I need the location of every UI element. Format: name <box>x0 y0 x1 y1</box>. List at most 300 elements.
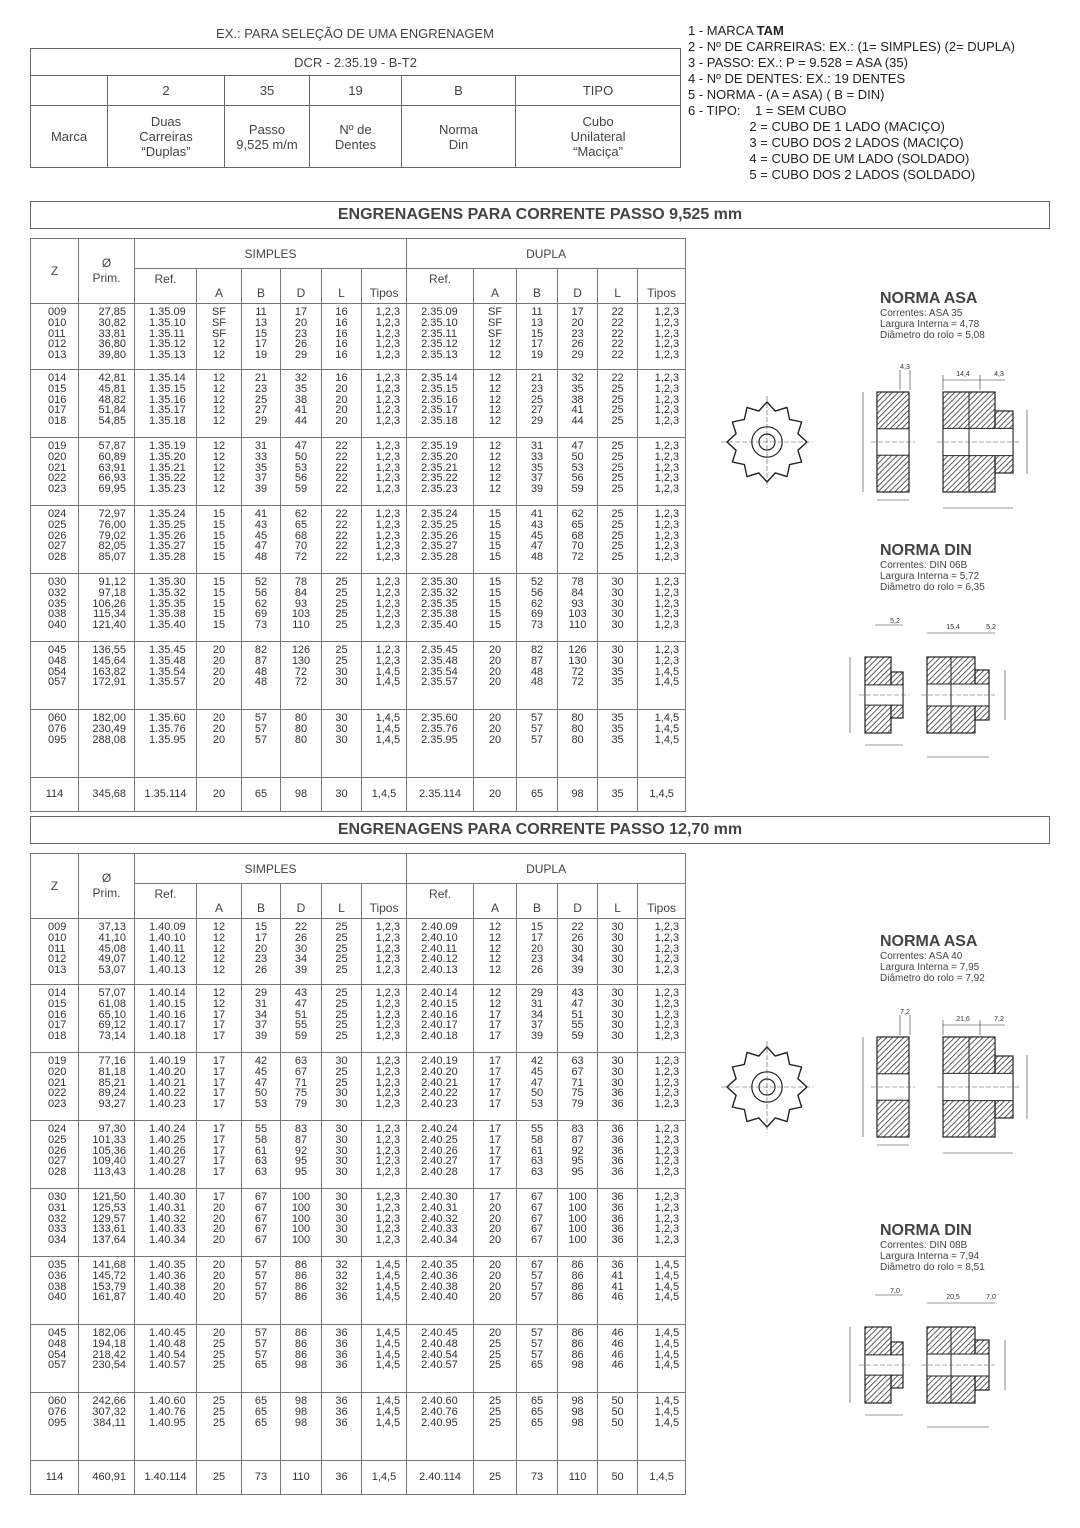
cell-b2: 73 <box>517 1461 558 1495</box>
cell-t1: 1,2,3 1,2,3 1,2,3 1,2,3 1,2,3 <box>362 985 407 1053</box>
cell-b1: 73 <box>242 1461 281 1495</box>
table-row <box>31 1053 686 1121</box>
cell-ref2: 2.40.14 2.40.15 2.40.16 2.40.17 2.40.18 <box>407 985 474 1053</box>
cell-d2: 110 <box>558 1461 598 1495</box>
legend-line-3 <box>688 55 1073 71</box>
cell-z: 009 010 011 012 013 <box>31 919 79 985</box>
example-label-4: Norma Din <box>402 106 516 168</box>
cell-ref2: 2.35.19 2.35.20 2.35.21 2.35.22 2.35.23 <box>407 438 474 506</box>
cell-d2: 83 87 92 95 95 <box>558 1121 598 1189</box>
cell-l1: 30 25 25 30 30 <box>322 1053 362 1121</box>
cell-z: 019 020 021 022 023 <box>31 438 79 506</box>
cell-l1: 30 <box>322 778 362 812</box>
table-row <box>31 919 686 985</box>
col-l-header: L <box>322 884 362 919</box>
cell-ref1: 1.35.19 1.35.20 1.35.21 1.35.22 1.35.23 <box>135 438 197 506</box>
section2-din-info-2: Largura Interna = 7,94 <box>880 1251 980 1262</box>
example-value-0 <box>31 76 108 106</box>
col-z-header: Z <box>31 239 79 304</box>
legend-brand: TAM <box>756 23 784 38</box>
cell-ref1: 1.35.24 1.35.25 1.35.26 1.35.27 1.35.28 <box>135 506 197 574</box>
cell-l1: 32 32 32 36 <box>322 1257 362 1325</box>
section2-din-info-1: Correntes: DIN 08B <box>880 1240 968 1251</box>
dimension-label: 5,2 <box>986 624 996 631</box>
cell-d2: 126 130 72 72 <box>558 642 598 710</box>
cell-a1: 20 25 25 25 <box>197 1325 242 1393</box>
section2-asa-info-2: Largura Interna = 7,95 <box>880 962 980 973</box>
legend-line-4 <box>688 71 1073 87</box>
legend <box>688 23 1073 183</box>
cell-ref1: 1.40.35 1.40.36 1.40.38 1.40.40 <box>135 1257 197 1325</box>
din-sprocket-drawing-1 <box>835 615 1050 770</box>
cell-t1: 1,4,5 1,4,5 1,4,5 <box>362 710 407 778</box>
legend-text: 6 - TIPO: 1 = SEM CUBO <box>688 103 847 118</box>
dupla-header: DUPLA <box>407 854 686 884</box>
simples-header: SIMPLES <box>135 239 407 269</box>
cell-z: 014 015 016 017 018 <box>31 985 79 1053</box>
example-value-3: 19 <box>310 76 402 106</box>
cell-t1: 1,2,3 1,2,3 1,2,3 1,2,3 1,2,3 <box>362 304 407 370</box>
cell-b1: 11 13 15 17 19 <box>242 304 281 370</box>
dimension-label: 4,3 <box>900 364 910 371</box>
legend-text: 3 - PASSO: EX.: P = 9.528 = ASA (35) <box>688 55 908 70</box>
sprocket-profile <box>871 392 915 492</box>
cell-p: 182,06 194,18 218,42 230,54 <box>79 1325 135 1393</box>
cell-a2: 20 20 20 20 <box>474 642 517 710</box>
cell-ref2: 2.40.30 2.40.31 2.40.32 2.40.33 2.40.34 <box>407 1189 474 1257</box>
cell-l2: 36 36 36 36 36 <box>598 1189 638 1257</box>
cell-l2: 30 30 35 35 <box>598 642 638 710</box>
section2-title: ENGRENAGENS PARA CORRENTE PASSO 12,70 mm <box>30 816 1050 844</box>
section1-asa-info-1: Correntes: ASA 35 <box>880 308 963 319</box>
cell-ref2: 2.35.30 2.35.32 2.35.35 2.35.38 2.35.40 <box>407 574 474 642</box>
cell-p: 77,16 81,18 85,21 89,24 93,27 <box>79 1053 135 1121</box>
cell-d1: 32 35 38 41 44 <box>281 370 322 438</box>
dimension-label: 7,2 <box>900 1009 910 1016</box>
cell-l1: 36 36 36 36 <box>322 1325 362 1393</box>
cell-d1: 78 84 93 103 110 <box>281 574 322 642</box>
col-b-header: B <box>242 269 281 304</box>
cell-d1: 22 26 30 34 39 <box>281 919 322 985</box>
cell-l1: 16 20 20 20 20 <box>322 370 362 438</box>
sprocket-profile <box>871 1037 915 1137</box>
cell-b2: 67 67 67 67 67 <box>517 1189 558 1257</box>
cell-b2: 11 13 15 17 19 <box>517 304 558 370</box>
cell-d2: 22 26 30 34 39 <box>558 919 598 985</box>
cell-l2: 25 25 25 25 25 <box>598 506 638 574</box>
cell-a1: 15 15 15 15 15 <box>197 574 242 642</box>
cell-ref2: 2.40.60 2.40.76 2.40.95 <box>407 1393 474 1461</box>
cell-b2: 82 87 48 48 <box>517 642 558 710</box>
cell-d2: 47 50 53 56 59 <box>558 438 598 506</box>
legend-text: 1 - MARCA <box>688 23 757 38</box>
cell-p: 121,50 125,53 129,57 133,61 137,64 <box>79 1189 135 1257</box>
cell-ref2: 2.40.24 2.40.25 2.40.26 2.40.27 2.40.28 <box>407 1121 474 1189</box>
cell-l1: 25 25 25 25 25 <box>322 919 362 985</box>
cell-t2: 1,2,3 1,2,3 1,2,3 1,2,3 1,2,3 <box>638 370 686 438</box>
cell-ref1: 1.35.09 1.35.10 1.35.11 1.35.12 1.35.13 <box>135 304 197 370</box>
cell-d2: 62 65 68 70 72 <box>558 506 598 574</box>
cell-t1: 1,2,3 1,2,3 1,2,3 1,2,3 1,2,3 <box>362 1121 407 1189</box>
legend-line-6 <box>688 103 1073 119</box>
cell-t2: 1,2,3 1,2,3 1,2,3 1,2,3 1,2,3 <box>638 304 686 370</box>
cell-a1: 25 25 25 <box>197 1393 242 1461</box>
col-ref-header: Ref. <box>407 884 474 919</box>
cell-t2: 1,2,3 1,2,3 1,2,3 1,2,3 1,2,3 <box>638 919 686 985</box>
cell-b1: 55 58 61 63 63 <box>242 1121 281 1189</box>
cell-p: 182,00 230,49 288,08 <box>79 710 135 778</box>
cell-a2: 15 15 15 15 15 <box>474 574 517 642</box>
section1-din-info-2: Largura Interna = 5,72 <box>880 571 980 582</box>
cell-b1: 21 23 25 27 29 <box>242 370 281 438</box>
cell-a2: 17 17 17 17 17 <box>474 1121 517 1189</box>
cell-l2: 22 25 25 25 25 <box>598 370 638 438</box>
col-b-header: B <box>517 884 558 919</box>
col-tipos-header: Tipos <box>362 269 407 304</box>
cell-d2: 100 100 100 100 100 <box>558 1189 598 1257</box>
cell-b1: 82 87 48 48 <box>242 642 281 710</box>
legend-text: 3 = CUBO DOS 2 LADOS (MACIÇO) <box>688 135 964 150</box>
cell-p: 460,91 <box>79 1461 135 1495</box>
dimension-label: 7,0 <box>986 1294 996 1301</box>
section1-asa-info-3: Diâmetro do rolo = 5,08 <box>880 330 985 341</box>
section1-din-title: NORMA DIN <box>880 542 972 559</box>
legend-line-1 <box>688 23 1073 39</box>
legend-line-7 <box>688 119 1073 135</box>
asa-sprocket-drawing-2 <box>715 1005 1050 1170</box>
cell-l1: 25 25 25 25 25 <box>322 574 362 642</box>
cell-z: 009 010 011 012 013 <box>31 304 79 370</box>
legend-text: 4 = CUBO DE UM LADO (SOLDADO) <box>688 151 970 166</box>
cell-ref2: 2.35.14 2.35.15 2.35.16 2.35.17 2.35.18 <box>407 370 474 438</box>
table-row <box>31 438 686 506</box>
cell-l2: 35 35 35 <box>598 710 638 778</box>
cell-t1: 1,4,5 1,4,5 1,4,5 <box>362 1393 407 1461</box>
section1-din-info-3: Diâmetro do rolo = 6,35 <box>880 582 985 593</box>
dimension-label: 5,2 <box>890 618 900 625</box>
table-row <box>31 1121 686 1189</box>
cell-ref1: 1.40.45 1.40.48 1.40.54 1.40.57 <box>135 1325 197 1393</box>
example-table <box>30 48 681 168</box>
cell-b1: 57 57 57 57 <box>242 1257 281 1325</box>
cell-ref1: 1.40.60 1.40.76 1.40.95 <box>135 1393 197 1461</box>
table-row <box>31 1189 686 1257</box>
cell-b2: 31 33 35 37 39 <box>517 438 558 506</box>
cell-a2: 15 15 15 15 15 <box>474 506 517 574</box>
cell-ref1: 1.35.30 1.35.32 1.35.35 1.35.38 1.35.40 <box>135 574 197 642</box>
cell-l2: 36 36 36 36 36 <box>598 1121 638 1189</box>
dimension-label: 4,3 <box>994 371 1004 378</box>
table-row <box>31 1257 686 1325</box>
legend-line-10 <box>688 167 1073 183</box>
cell-a1: 12 12 12 12 12 <box>197 919 242 985</box>
example-label-0: Marca <box>31 106 108 168</box>
table-row <box>31 1325 686 1393</box>
table-row <box>31 370 686 438</box>
sprocket-profile <box>859 657 909 733</box>
cell-t2: 1,4,5 <box>638 1461 686 1495</box>
table-row-last <box>31 778 686 812</box>
col-tipos-header: Tipos <box>638 884 686 919</box>
cell-p: 27,85 30,82 33,81 36,80 39,80 <box>79 304 135 370</box>
cell-b1: 41 43 45 47 48 <box>242 506 281 574</box>
cell-d2: 17 20 23 26 29 <box>558 304 598 370</box>
cell-b2: 67 57 57 57 <box>517 1257 558 1325</box>
section2-din-info-3: Diâmetro do rolo = 8,51 <box>880 1262 985 1273</box>
example-value-4: B <box>402 76 516 106</box>
cell-ref2: 2.40.19 2.40.20 2.40.21 2.40.22 2.40.23 <box>407 1053 474 1121</box>
dimension-label: 14,4 <box>956 371 970 378</box>
section1-asa-info-2: Largura Interna = 4,78 <box>880 319 980 330</box>
cell-d2: 80 80 80 <box>558 710 598 778</box>
cell-t1: 1,2,3 1,2,3 1,2,3 1,2,3 1,2,3 <box>362 919 407 985</box>
col-d-header: D <box>558 269 598 304</box>
cell-l1: 25 25 25 25 25 <box>322 985 362 1053</box>
cell-d1: 80 80 80 <box>281 710 322 778</box>
cell-a2: 12 12 12 12 12 <box>474 370 517 438</box>
cell-p: 136,55 145,64 163,82 172,91 <box>79 642 135 710</box>
cell-z: 035 036 038 040 <box>31 1257 79 1325</box>
cell-ref2: 2.35.60 2.35.76 2.35.95 <box>407 710 474 778</box>
cell-b1: 31 33 35 37 39 <box>242 438 281 506</box>
cell-p: 242,66 307,32 384,11 <box>79 1393 135 1461</box>
cell-p: 57,07 61,08 65,10 69,12 73,14 <box>79 985 135 1053</box>
cell-z: 114 <box>31 1461 79 1495</box>
cell-z: 045 048 054 057 <box>31 1325 79 1393</box>
cell-t1: 1,2,3 1,2,3 1,2,3 1,2,3 1,2,3 <box>362 506 407 574</box>
cell-p: 37,13 41,10 45,08 49,07 53,07 <box>79 919 135 985</box>
cell-ref1: 1.35.114 <box>135 778 197 812</box>
cell-ref2: 2.35.114 <box>407 778 474 812</box>
cell-t2: 1,2,3 1,2,3 1,2,3 1,2,3 1,2,3 <box>638 574 686 642</box>
cell-ref1: 1.35.45 1.35.48 1.35.54 1.35.57 <box>135 642 197 710</box>
cell-b2: 29 31 34 37 39 <box>517 985 558 1053</box>
cell-a2: 20 20 20 <box>474 710 517 778</box>
cell-l1: 16 16 16 16 16 <box>322 304 362 370</box>
cell-t2: 1,4,5 1,4,5 1,4,5 <box>638 710 686 778</box>
col-a-header: A <box>474 269 517 304</box>
cell-p: 91,12 97,18 106,26 115,34 121,40 <box>79 574 135 642</box>
section2-asa-info-1: Correntes: ASA 40 <box>880 951 963 962</box>
cell-l1: 30 30 30 <box>322 710 362 778</box>
cell-a1: 17 20 20 20 20 <box>197 1189 242 1257</box>
cell-p: 345,68 <box>79 778 135 812</box>
cell-t1: 1,2,3 1,2,3 1,2,3 1,2,3 1,2,3 <box>362 574 407 642</box>
cell-b1: 65 <box>242 778 281 812</box>
col-b-header: B <box>242 884 281 919</box>
cell-l2: 46 46 46 46 <box>598 1325 638 1393</box>
cell-d1: 43 47 51 55 59 <box>281 985 322 1053</box>
din-sprocket-drawing-2 <box>835 1285 1050 1460</box>
cell-z: 024 025 026 027 028 <box>31 506 79 574</box>
col-l-header: L <box>598 269 638 304</box>
col-tipos-header: Tipos <box>362 884 407 919</box>
col-z-header: Z <box>31 854 79 919</box>
cell-b2: 21 23 25 27 29 <box>517 370 558 438</box>
cell-ref1: 1.40.30 1.40.31 1.40.32 1.40.33 1.40.34 <box>135 1189 197 1257</box>
cell-d1: 126 130 72 72 <box>281 642 322 710</box>
section1-table <box>30 238 686 812</box>
cell-a1: SF SF SF 12 12 <box>197 304 242 370</box>
cell-a1: 17 17 17 17 17 <box>197 1053 242 1121</box>
legend-text: 2 = CUBO DE 1 LADO (MACIÇO) <box>688 119 945 134</box>
cell-b1: 15 17 20 23 26 <box>242 919 281 985</box>
cell-z: 030 032 035 038 040 <box>31 574 79 642</box>
cell-a2: 12 12 12 12 12 <box>474 438 517 506</box>
cell-t2: 1,2,3 1,2,3 1,2,3 1,2,3 1,2,3 <box>638 1189 686 1257</box>
cell-b1: 67 67 67 67 67 <box>242 1189 281 1257</box>
legend-line-2 <box>688 39 1073 55</box>
col-a-header: A <box>474 884 517 919</box>
legend-text: 2 - Nº DE CARREIRAS: EX.: (1= SIMPLES) (2= DUPLA) <box>688 39 1015 54</box>
cell-z: 060 076 095 <box>31 710 79 778</box>
cell-t1: 1,2,3 1,2,3 1,4,5 1,4,5 <box>362 642 407 710</box>
cell-l1: 30 30 30 30 30 <box>322 1189 362 1257</box>
cell-a1: 15 15 15 15 15 <box>197 506 242 574</box>
cell-d1: 100 100 100 100 100 <box>281 1189 322 1257</box>
cell-ref1: 1.40.114 <box>135 1461 197 1495</box>
legend-text: 5 = CUBO DOS 2 LADOS (SOLDADO) <box>688 167 976 182</box>
cell-b1: 42 45 47 50 53 <box>242 1053 281 1121</box>
cell-a2: 25 25 25 <box>474 1393 517 1461</box>
dimension-label: 21,6 <box>956 1016 970 1023</box>
cell-t1: 1,2,3 1,2,3 1,2,3 1,2,3 1,2,3 <box>362 370 407 438</box>
cell-t2: 1,2,3 1,2,3 1,2,3 1,2,3 1,2,3 <box>638 438 686 506</box>
cell-z: 060 076 095 <box>31 1393 79 1461</box>
cell-p: 141,68 145,72 153,79 161,87 <box>79 1257 135 1325</box>
cell-z: 024 025 026 027 028 <box>31 1121 79 1189</box>
cell-d2: 63 67 71 75 79 <box>558 1053 598 1121</box>
cell-d1: 63 67 71 75 79 <box>281 1053 322 1121</box>
cell-a1: 12 12 17 17 17 <box>197 985 242 1053</box>
col-ref-header: Ref. <box>407 269 474 304</box>
cell-a1: 12 12 12 12 12 <box>197 438 242 506</box>
cell-l2: 36 41 41 46 <box>598 1257 638 1325</box>
cell-l1: 25 25 30 30 <box>322 642 362 710</box>
cell-d1: 17 20 23 26 29 <box>281 304 322 370</box>
cell-b2: 57 57 57 65 <box>517 1325 558 1393</box>
cell-t1: 1,2,3 1,2,3 1,2,3 1,2,3 1,2,3 <box>362 1053 407 1121</box>
table-row <box>31 642 686 710</box>
cell-ref2: 2.40.45 2.40.48 2.40.54 2.40.57 <box>407 1325 474 1393</box>
cell-ref1: 1.35.60 1.35.76 1.35.95 <box>135 710 197 778</box>
section1-title: ENGRENAGENS PARA CORRENTE PASSO 9,525 mm <box>30 201 1050 229</box>
col-a-header: A <box>197 269 242 304</box>
col-diam-header: Ø Prim. <box>79 239 135 304</box>
section1-din-block <box>880 542 985 593</box>
cell-a1: 25 <box>197 1461 242 1495</box>
cell-b2: 65 <box>517 778 558 812</box>
table-row <box>31 574 686 642</box>
cell-a2: 20 25 25 25 <box>474 1325 517 1393</box>
cell-a2: 12 12 17 17 17 <box>474 985 517 1053</box>
asa-sprocket-drawing-1 <box>715 360 1050 525</box>
example-code: DCR - 2.35.19 - B-T2 <box>31 49 681 76</box>
simples-header: SIMPLES <box>135 854 407 884</box>
cell-z: 114 <box>31 778 79 812</box>
col-diam-header: Ø Prim. <box>79 854 135 919</box>
cell-t1: 1,4,5 <box>362 1461 407 1495</box>
cell-b2: 52 56 62 69 73 <box>517 574 558 642</box>
cell-d2: 98 <box>558 778 598 812</box>
sprocket-profile <box>921 1327 995 1403</box>
col-l-header: L <box>322 269 362 304</box>
cell-b2: 55 58 61 63 63 <box>517 1121 558 1189</box>
cell-l1: 36 <box>322 1461 362 1495</box>
section2-table <box>30 853 686 1495</box>
example-label-5: Cubo Unilateral “Maciça” <box>516 106 681 168</box>
section2-asa-title: NORMA ASA <box>880 933 978 950</box>
legend-line-9 <box>688 151 1073 167</box>
cell-z: 030 031 032 033 034 <box>31 1189 79 1257</box>
cell-d2: 86 86 86 98 <box>558 1325 598 1393</box>
cell-d2: 98 98 98 <box>558 1393 598 1461</box>
dimension-label: 7,0 <box>890 1288 900 1295</box>
cell-t1: 1,2,3 1,2,3 1,2,3 1,2,3 1,2,3 <box>362 1189 407 1257</box>
col-a-header: A <box>197 884 242 919</box>
cell-p: 42,81 45,81 48,82 51,84 54,85 <box>79 370 135 438</box>
col-d-header: D <box>558 884 598 919</box>
cell-d1: 62 65 68 70 72 <box>281 506 322 574</box>
cell-t2: 1,4,5 1,4,5 1,4,5 1,4,5 <box>638 1325 686 1393</box>
cell-t1: 1,2,3 1,2,3 1,2,3 1,2,3 1,2,3 <box>362 438 407 506</box>
cell-l2: 35 <box>598 778 638 812</box>
example-label-1: Duas Carreiras “Duplas” <box>108 106 225 168</box>
table-row <box>31 1393 686 1461</box>
cell-t2: 1,2,3 1,2,3 1,4,5 1,4,5 <box>638 642 686 710</box>
legend-text: 4 - Nº DE DENTES: EX.: 19 DENTES <box>688 71 906 86</box>
col-d-header: D <box>281 269 322 304</box>
cell-d1: 86 86 86 98 <box>281 1325 322 1393</box>
cell-a2: 20 <box>474 778 517 812</box>
cell-b2: 41 43 45 47 48 <box>517 506 558 574</box>
example-title: EX.: PARA SELEÇÃO DE UMA ENGRENAGEM <box>216 26 494 41</box>
cell-z: 014 015 016 017 018 <box>31 370 79 438</box>
cell-b2: 15 17 20 23 26 <box>517 919 558 985</box>
cell-t2: 1,4,5 1,4,5 1,4,5 <box>638 1393 686 1461</box>
cell-d2: 43 47 51 55 59 <box>558 985 598 1053</box>
cell-b1: 57 57 57 <box>242 710 281 778</box>
example-value-5: TIPO <box>516 76 681 106</box>
cell-d2: 78 84 93 103 110 <box>558 574 598 642</box>
cell-b2: 42 45 47 50 53 <box>517 1053 558 1121</box>
cell-b1: 29 31 34 37 39 <box>242 985 281 1053</box>
cell-b1: 52 56 62 69 73 <box>242 574 281 642</box>
sprocket-profile <box>937 392 1019 492</box>
example-value-2: 35 <box>225 76 310 106</box>
dupla-header: DUPLA <box>407 239 686 269</box>
col-ref-header: Ref. <box>135 269 197 304</box>
cell-ref2: 2.40.114 <box>407 1461 474 1495</box>
cell-a2: 17 20 20 20 20 <box>474 1189 517 1257</box>
legend-line-5 <box>688 87 1073 103</box>
sprocket-profile <box>921 657 995 733</box>
sprocket-profile <box>937 1037 1019 1137</box>
cell-b1: 57 57 57 65 <box>242 1325 281 1393</box>
cell-a1: 20 20 20 <box>197 710 242 778</box>
cell-ref1: 1.40.09 1.40.10 1.40.11 1.40.12 1.40.13 <box>135 919 197 985</box>
col-tipos-header: Tipos <box>638 269 686 304</box>
cell-a2: 20 20 20 20 <box>474 1257 517 1325</box>
cell-d1: 86 86 86 86 <box>281 1257 322 1325</box>
cell-l2: 30 30 30 30 30 <box>598 919 638 985</box>
dimension-label: 15,4 <box>946 624 960 631</box>
sprocket-profile <box>859 1327 909 1403</box>
cell-ref2: 2.40.35 2.40.36 2.40.38 2.40.40 <box>407 1257 474 1325</box>
cell-l1: 36 36 36 <box>322 1393 362 1461</box>
section2-asa-block <box>880 933 985 984</box>
cell-d2: 32 35 38 41 44 <box>558 370 598 438</box>
